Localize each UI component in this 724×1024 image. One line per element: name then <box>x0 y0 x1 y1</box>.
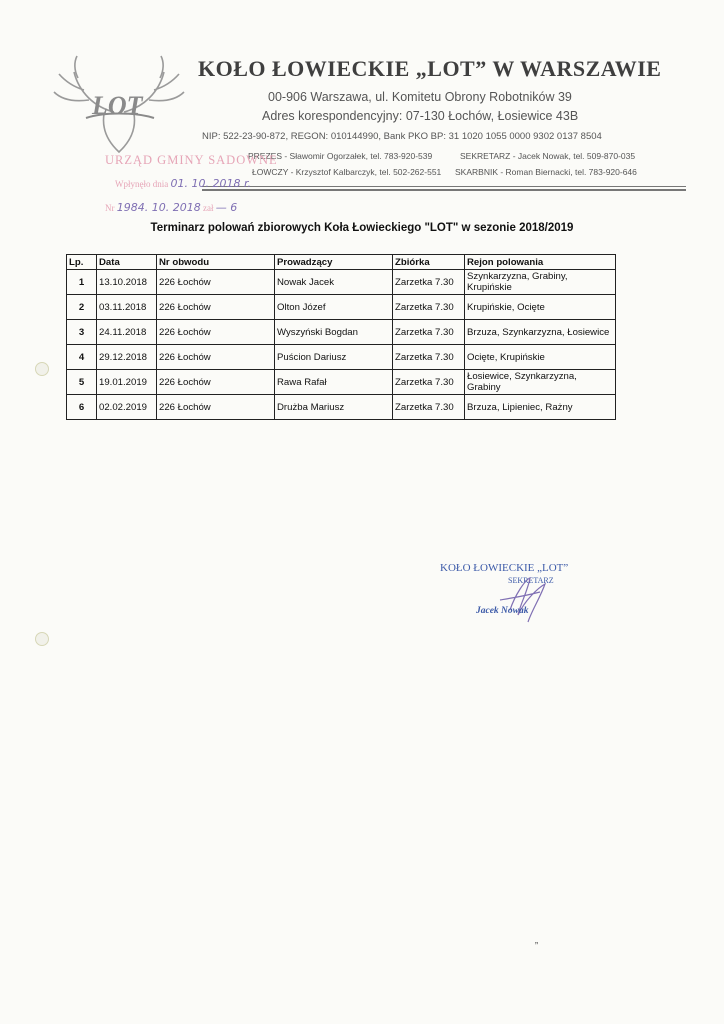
stamp-number-line <box>105 201 237 214</box>
cell-leader: Wyszyński Bogdan <box>275 320 393 345</box>
svg-text:LOT: LOT <box>92 91 143 120</box>
page-mark: „ <box>535 935 538 945</box>
cell-area: Szynkarzyzna, Grabiny, Krupińskie <box>465 270 616 295</box>
cell-area: Łosiewice, Szynkarzyzna, Grabiny <box>465 370 616 395</box>
stamp-sheets-label: zał <box>202 203 214 213</box>
cell-leader: Rawa Rafał <box>275 370 393 395</box>
column-header: Data <box>97 255 157 270</box>
stamp-received-label: Wpłynęło dnia <box>115 179 169 189</box>
cell-date: 24.11.2018 <box>97 320 157 345</box>
table-header-row <box>67 255 616 270</box>
officer-prezes: PREZES - Sławomir Ogorzałek, tel. 783-920-539 <box>248 151 433 161</box>
cell-district: 226 Łochów <box>157 345 275 370</box>
table-row <box>67 345 616 370</box>
table-row <box>67 320 616 345</box>
cell-area: Brzuza, Szynkarzyzna, Łosiewice <box>465 320 616 345</box>
stamp-received-date: 01. 10. 2018 r. <box>170 177 251 190</box>
table-row <box>67 270 616 295</box>
cell-district: 226 Łochów <box>157 320 275 345</box>
cell-lp: 6 <box>67 395 97 420</box>
document-title: Terminarz polowań zbiorowych Koła Łowieckiego "LOT" w sezonie 2018/2019 <box>150 222 574 234</box>
cell-district: 226 Łochów <box>157 395 275 420</box>
cell-date: 03.11.2018 <box>97 295 157 320</box>
stamp-title: URZĄD GMINY SADOWNE <box>105 153 278 167</box>
handwritten-signature-icon <box>470 570 560 630</box>
table-row <box>67 395 616 420</box>
cell-meeting: Zarzetka 7.30 <box>393 345 465 370</box>
cell-area: Krupińskie, Ocięte <box>465 295 616 320</box>
cell-lp: 3 <box>67 320 97 345</box>
column-header: Prowadzący <box>275 255 393 270</box>
nip-regon-bank-line: NIP: 522-23-90-872, REGON: 010144990, Bank PKO BP: 31 1020 1055 0000 9302 0137 8504 <box>202 131 602 142</box>
cell-date: 19.01.2019 <box>97 370 157 395</box>
table-row <box>67 370 616 395</box>
cell-district: 226 Łochów <box>157 295 275 320</box>
signature-stamp-role: SEKRETARZ <box>508 576 554 585</box>
stamp-received-line <box>115 177 251 190</box>
cell-leader: Nowak Jacek <box>275 270 393 295</box>
cell-meeting: Zarzetka 7.30 <box>393 395 465 420</box>
cell-lp: 4 <box>67 345 97 370</box>
stamp-number-label: Nr <box>105 203 115 213</box>
officer-skarbnik: SKARBNIK - Roman Biernacki, tel. 783-920-646 <box>455 167 637 177</box>
cell-district: 226 Łochów <box>157 370 275 395</box>
column-header: Nr obwodu <box>157 255 275 270</box>
punch-hole <box>35 632 49 646</box>
registry-stamp <box>105 153 278 214</box>
cell-area: Brzuza, Lipieniec, Rażny <box>465 395 616 420</box>
stamp-number-value: 1984. 10. 2018 <box>116 201 201 214</box>
hunt-schedule-table <box>66 254 616 420</box>
column-header: Lp. <box>67 255 97 270</box>
officer-sekretarz: SEKRETARZ - Jacek Nowak, tel. 509-870-035 <box>460 151 636 161</box>
cell-area: Ocięte, Krupińskie <box>465 345 616 370</box>
cell-lp: 2 <box>67 295 97 320</box>
cell-leader: Drużba Mariusz <box>275 395 393 420</box>
organization-address: 00-906 Warszawa, ul. Komitetu Obrony Robotników 39 <box>268 90 572 104</box>
cell-lp: 5 <box>67 370 97 395</box>
lot-antlers-logo-icon <box>44 52 194 162</box>
cell-meeting: Zarzetka 7.30 <box>393 295 465 320</box>
cell-date: 13.10.2018 <box>97 270 157 295</box>
cell-leader: Puścion Dariusz <box>275 345 393 370</box>
header-divider-thick <box>202 189 686 191</box>
signature-stamp-org: KOŁO ŁOWIECKIE „LOT” <box>440 562 569 574</box>
cell-district: 226 Łochów <box>157 270 275 295</box>
correspondence-address: Adres korespondencyjny: 07-130 Łochów, Łosiewice 43B <box>262 109 579 123</box>
punch-hole <box>35 362 49 376</box>
cell-meeting: Zarzetka 7.30 <box>393 270 465 295</box>
officer-lowczy: ŁOWCZY - Krzysztof Kalbarczyk, tel. 502-262-551 <box>252 167 442 177</box>
stamp-sheets-value: — 6 <box>215 201 238 214</box>
cell-lp: 1 <box>67 270 97 295</box>
cell-date: 29.12.2018 <box>97 345 157 370</box>
signature-stamp-name: Jacek Nowak <box>476 606 529 616</box>
cell-meeting: Zarzetka 7.30 <box>393 370 465 395</box>
organization-name: KOŁO ŁOWIECKIE „LOT” W WARSZAWIE <box>198 56 662 81</box>
header-divider <box>202 186 686 187</box>
table-row <box>67 295 616 320</box>
column-header: Zbiórka <box>393 255 465 270</box>
cell-leader: Olton Józef <box>275 295 393 320</box>
cell-date: 02.02.2019 <box>97 395 157 420</box>
cell-meeting: Zarzetka 7.30 <box>393 320 465 345</box>
column-header: Rejon polowania <box>465 255 616 270</box>
